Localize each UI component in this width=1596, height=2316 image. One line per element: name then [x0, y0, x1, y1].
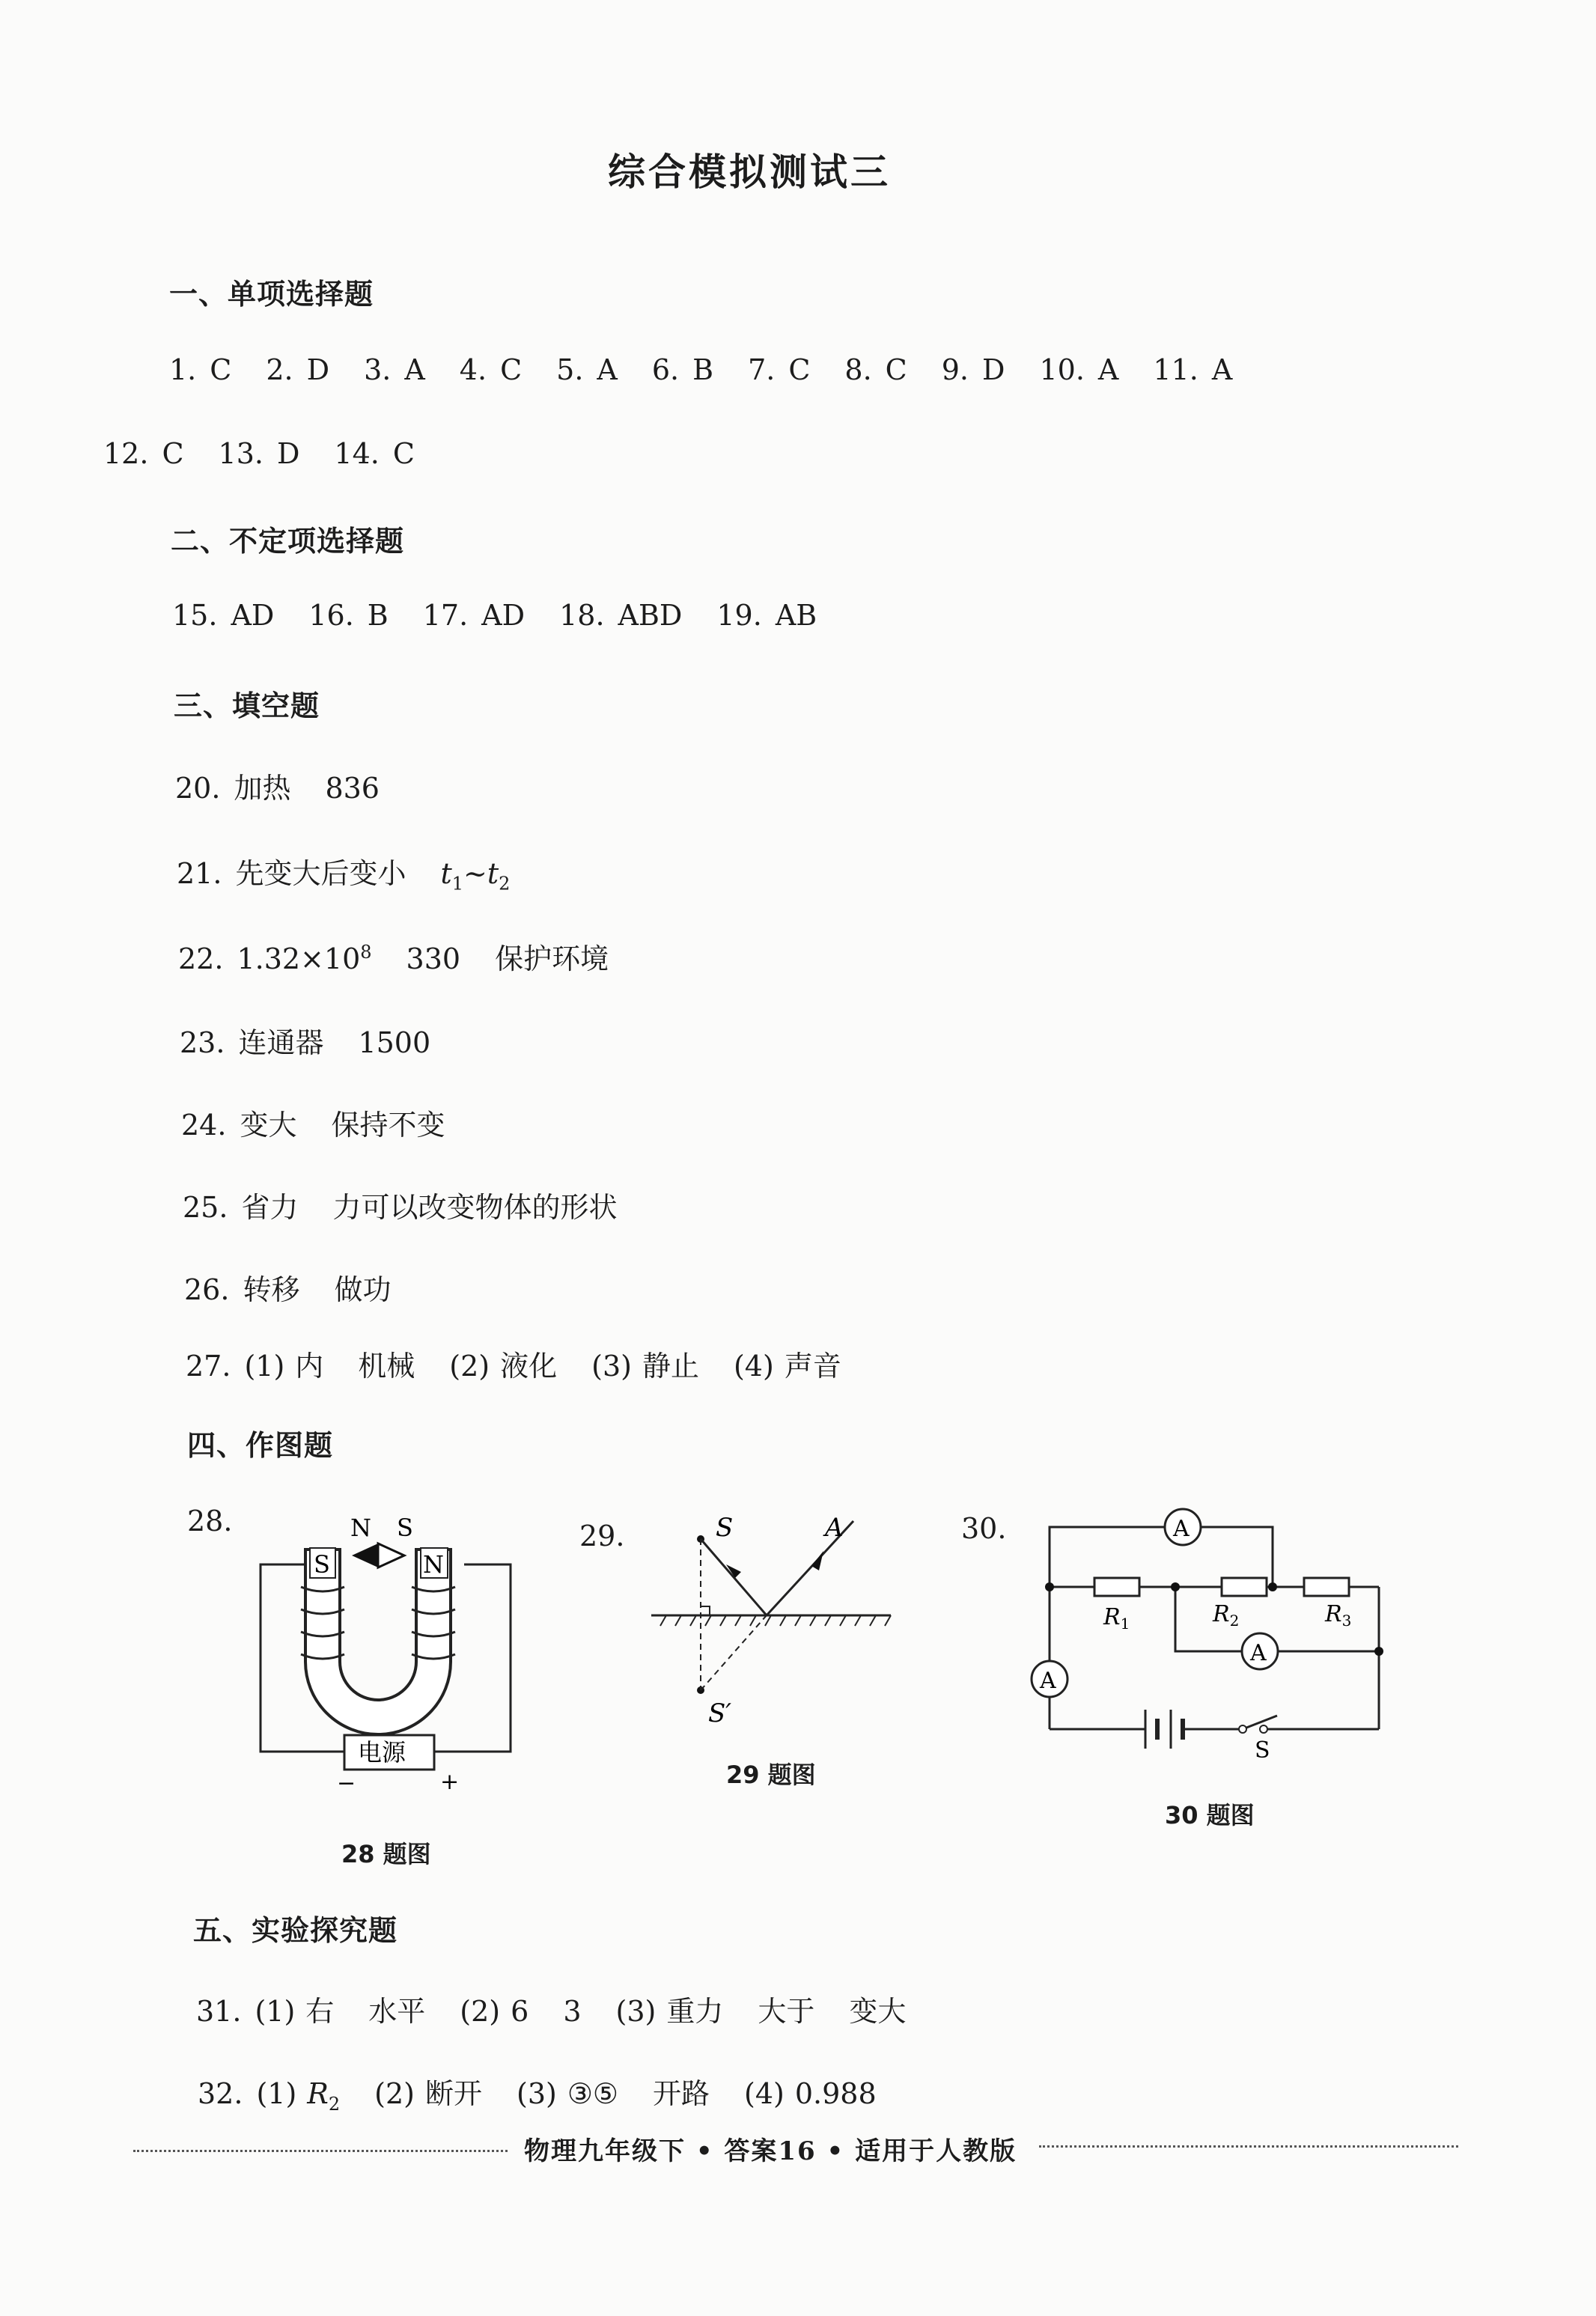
point-a-label: A [825, 1513, 844, 1543]
ammeter-top-label: A [1173, 1516, 1190, 1542]
answer-choice: A [1211, 353, 1233, 386]
compass-needle-south-icon [378, 1544, 404, 1567]
answer-choice: B [367, 599, 389, 632]
question-number: 7. [748, 353, 776, 386]
section-heading-single-choice: 一、单项选择题 [169, 278, 374, 311]
section-heading-multi-choice: 二、不定项选择题 [171, 525, 405, 558]
resistor-3-label: $R_3$ [1325, 1601, 1352, 1630]
question-number: 17. [422, 599, 469, 632]
answer-text: 加热 [234, 772, 291, 805]
answer-text: 先变大后变小 [235, 857, 406, 890]
question-number: 15. [172, 599, 218, 632]
answer-choice: A [1097, 353, 1119, 386]
question-number: 1. [169, 353, 197, 386]
question-number: 16. [308, 599, 354, 632]
section-heading-fill-blank: 三、填空题 [174, 689, 320, 722]
fill-answer-26: 26. 转移 做功 [184, 1273, 392, 1306]
question-number: 11. [1153, 353, 1198, 386]
figure-30-number: 30. [961, 1512, 1007, 1545]
question-number: 14. [334, 437, 380, 470]
question-number: 3. [364, 353, 392, 386]
question-number: 13. [218, 437, 264, 470]
figure-28-caption: 28 题图 [341, 1840, 431, 1868]
question-number: 2. [266, 353, 293, 386]
point-s-label: S [716, 1513, 734, 1543]
answer-choice: AD [231, 599, 275, 632]
page-title: 综合模拟测试三 [608, 150, 891, 194]
footer-left-rule [133, 2150, 508, 2152]
single-choice-answers-row-2 [103, 437, 449, 470]
compass-south-label: S [397, 1514, 413, 1542]
answer-choice: C [885, 353, 907, 386]
answer-choice: D [276, 437, 300, 470]
single-choice-answers-row-1 [169, 353, 1267, 386]
question-number: 9. [941, 353, 969, 386]
answer-text: 836 [325, 772, 380, 805]
fill-answer-22: 22. $1.32\times 10^8$ 330 保护环境 [178, 942, 609, 975]
section-heading-drawing: 四、作图题 [187, 1429, 334, 1462]
compass-needle-north-icon [352, 1544, 378, 1567]
power-minus-label: − [337, 1770, 356, 1789]
fill-answer-25: 25. 省力 力可以改变物体的形状 [183, 1191, 618, 1224]
answer-choice: B [692, 353, 714, 386]
fill-answer-21: 21. 先变大后变小 $t_1\sim t_2$ [177, 850, 510, 895]
figure-29-reflection-diagram [644, 1505, 898, 1729]
section-heading-experiment: 五、实验探究题 [193, 1914, 398, 1947]
figure-28-electromagnet-diagram [247, 1497, 524, 1789]
ammeter-left-label: A [1040, 1668, 1056, 1694]
question-number: 8. [844, 353, 872, 386]
answer-choice: C [392, 437, 415, 470]
answer-choice: C [210, 353, 232, 386]
question-number: 10. [1039, 353, 1085, 386]
coil-right-pole-label: N [423, 1550, 444, 1579]
question-number: 18. [559, 599, 605, 632]
resistor-1-label: $R_1$ [1103, 1604, 1130, 1633]
answer-choice: C [162, 437, 184, 470]
answer-choice: ABD [618, 599, 683, 632]
answer-text: 1.32×10 [237, 942, 361, 975]
figure-30-circuit-diagram [1026, 1505, 1400, 1759]
power-plus-label: + [440, 1769, 460, 1789]
question-number: 12. [103, 437, 149, 470]
point-s-image-label: S′ [708, 1698, 732, 1728]
ammeter-middle-label: A [1250, 1640, 1267, 1666]
coil-left-pole-label: S [314, 1550, 330, 1579]
fill-answer-24: 24. 变大 保持不变 [181, 1109, 445, 1142]
answer-choice: A [404, 353, 425, 386]
fill-answer-23: 23. 连通器 1500 [180, 1026, 431, 1059]
answer-choice: AD [481, 599, 526, 632]
answer-choice: C [500, 353, 523, 386]
switch-label: S [1255, 1737, 1270, 1759]
multi-choice-answers [172, 599, 851, 632]
resistor-2-label: $R_2$ [1213, 1601, 1240, 1630]
experiment-answer-32: 32. (1) $R_2$ (2) 断开 (3) ③⑤ 开路 (4) 0.988 [198, 2077, 877, 2115]
fill-answer-27: 27. (1) 内 机械 (2) 液化 (3) 静止 (4) 声音 [186, 1350, 841, 1383]
power-source-label: 电源 [358, 1738, 406, 1767]
page-footer: 物理九年级下 • 答案16 • 适用于人教版 [524, 2136, 1017, 2166]
figure-28-number: 28. [187, 1505, 233, 1538]
experiment-answer-31: 31. (1) 右 水平 (2) 6 3 (3) 重力 大于 变大 [196, 1995, 907, 2028]
question-number: 6. [651, 353, 680, 386]
answer-choice: D [306, 353, 330, 386]
reflected-ray-arrow-icon [811, 1551, 823, 1570]
answer-choice: A [597, 353, 618, 386]
figure-30-caption: 30 题图 [1165, 1801, 1255, 1829]
figure-29-caption: 29 题图 [726, 1761, 816, 1789]
footer-right-rule [1039, 2145, 1458, 2148]
fill-answer-20: 20. 加热 836 [175, 765, 380, 806]
answer-choice: C [788, 353, 811, 386]
figure-29-number: 29. [579, 1520, 625, 1552]
question-number: 4. [459, 353, 487, 386]
answer-choice: AB [775, 599, 817, 632]
compass-north-label: N [350, 1514, 371, 1542]
question-number: 19. [716, 599, 762, 632]
answer-choice: D [982, 353, 1005, 386]
question-number: 5. [556, 353, 584, 386]
